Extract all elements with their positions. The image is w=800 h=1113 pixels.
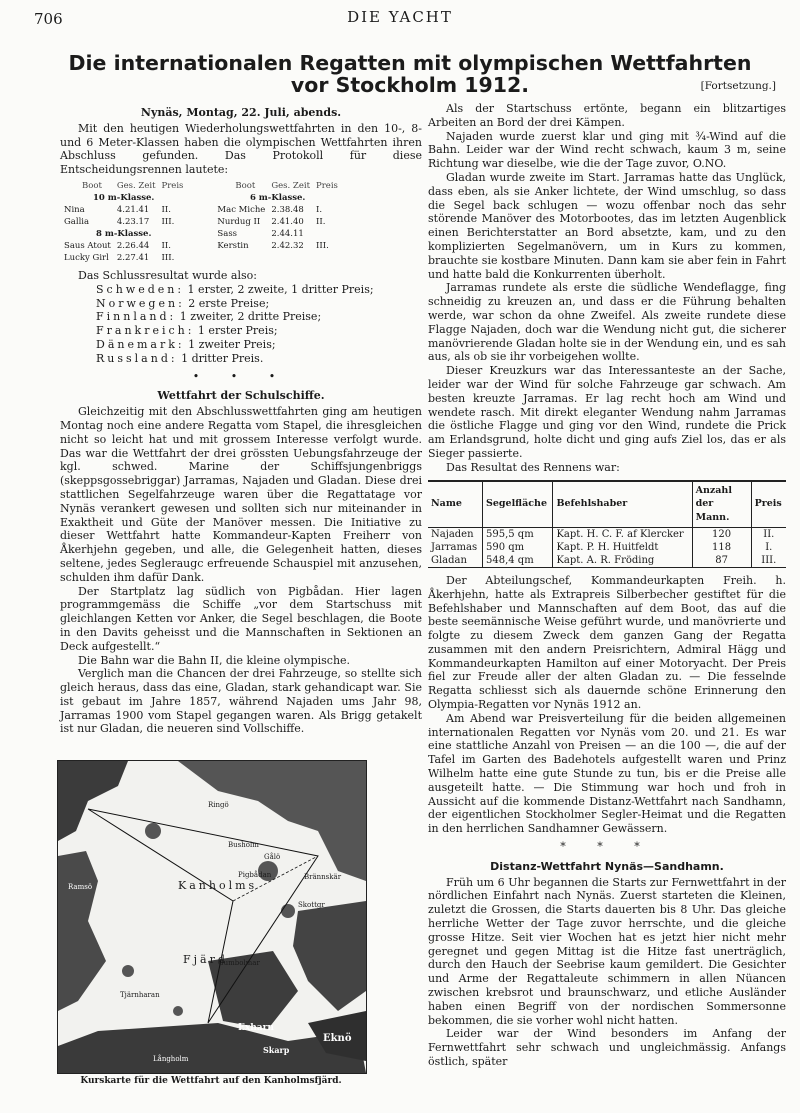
right-paragraph-9: Früh um 6 Uhr begannen die Starts zur Fernwettfahrt in der nördlichen Einfahrt nach Nynäs. Zuerst starteten die Kleinen, zuletzt die Grossen, die Starts dauerten bis 8 Uhr. Das gleiche herrliche Wetter der Tage zuvor herrschte, und die gleiche grosse Hitze. Seit vier Wochen hat es jetzt hier nicht mehr geregnet und gegen Mittag ist die Hitze fast unerträglich, durch den Hauch der Seebrise kaum gemildert. Die Gesichter und Arme der Regattaleute schimmern in allen Nüancen zwischen krebsrot und braunschwarz, und etliche Ausländer haben einen Begriff von der nordischen Sommersonne bekommen, die sie vorher wohl nicht hatten. bbox=[428, 875, 786, 1027]
country-line: Finnland: 1 zweiter, 2 dritte Preise; bbox=[96, 310, 322, 324]
map-label: Fjärd bbox=[183, 953, 228, 966]
map-label: Tjärnharan bbox=[120, 991, 160, 999]
class-6m: 6 m-Klasse. bbox=[249, 192, 306, 203]
map-label: Skarp bbox=[263, 1045, 290, 1055]
map-label: Gålö bbox=[264, 853, 281, 861]
col-header-prize: Preis bbox=[751, 481, 786, 528]
right-paragraph-6: Das Resultat des Rennens war: bbox=[446, 460, 620, 474]
section-heading: Distanz-Wettfahrt Nynäs—Sandhamn. bbox=[490, 859, 724, 873]
country-line: Schweden: 1 erster, 2 zweite, 1 dritter Preis; bbox=[96, 282, 374, 296]
map-label: Ramsö bbox=[68, 883, 93, 891]
map-label: Långholm bbox=[153, 1055, 189, 1063]
table-row: Nina 4.21.41 II. Mac Miche 2.38.48 I. bbox=[64, 204, 323, 215]
map-caption: Kurskarte für die Wettfahrt auf den Kanholmsfjärd. bbox=[80, 1076, 342, 1086]
left-paragraph-4: Der Startplatz lag südlich von Pigbådan. Hier lagen programmgemäss die Schiffe „vor dem Startschuss mit gleichlangen Ketten vor Anker, die Segel beschlagen, die Boote in den Davits geheisst und die Mannschaften in Sektionen an Deck aufgestellt.“ bbox=[60, 584, 422, 653]
country-line: Russland: 1 dritter Preis. bbox=[96, 351, 264, 365]
continued-note: [Fortsetzung.] bbox=[700, 80, 776, 92]
section-heading: Wettfahrt der Schulschiffe. bbox=[157, 389, 325, 403]
res-header-boot: Boot bbox=[82, 180, 102, 191]
country-line: Frankreich: 1 erster Preis; bbox=[96, 324, 278, 338]
left-paragraph-5: Die Bahn war die Bahn II, die kleine olympische. bbox=[78, 653, 351, 667]
res-header-time-2: Ges. Zeit bbox=[271, 180, 311, 191]
map-label: Gumbolmar bbox=[218, 959, 260, 967]
right-paragraph-1: Als der Startschuss ertönte, begann ein blitzartiges Arbeiten an Bord der drei Kämpen. bbox=[428, 102, 786, 129]
table-row: Najaden 595,5 qm Kapt. H. C. F. af Klercker 120 II. bbox=[428, 527, 786, 541]
left-paragraph-1: Mit den heutigen Wiederholungswettfahrten in den 10-, 8- und 6 Meter-Klassen haben die olympischen Wettfahrten ihren Abschluss gefunden. Das Protokoll für diese Entscheidungsrennen lautete: bbox=[60, 121, 422, 177]
table-row: Lucky Girl 2.27.41 III. bbox=[64, 252, 175, 263]
map-label: Kanholms bbox=[178, 879, 258, 892]
res-header-boot-2: Boot bbox=[235, 180, 256, 191]
class-8m: 8 m-Klasse. bbox=[95, 228, 152, 239]
dateline: Nynäs, Montag, 22. Juli, abends. bbox=[140, 106, 342, 119]
map-label: Pigbådan bbox=[238, 871, 272, 879]
map-label: Eknö bbox=[323, 1033, 352, 1044]
map-label: Skottgr bbox=[298, 901, 325, 909]
race-result-table bbox=[428, 480, 786, 568]
right-column bbox=[428, 102, 786, 1069]
left-paragraph-6: Verglich man die Chancen der drei Fahrzeuge, so stellte sich gleich heraus, dass das eine, Gladan, stark gehandicapt war. Sie ist gebaut im Jahre 1857, während Najaden ums Jahr 98, Jarramas 1900 vom Stapel gegangen waren. Als Brigg getakelt ist nur Gladan, die neueren sind Vollschiffe. bbox=[60, 667, 422, 736]
left-column bbox=[60, 104, 422, 736]
table-row: 8 m-Klasse. Sass 2.44.11 bbox=[62, 229, 340, 239]
map-label: Brännskär bbox=[304, 873, 342, 881]
left-paragraph-2: Das Schlussresultat wurde also: bbox=[78, 268, 257, 282]
country-line: Dänemark: 1 zweiter Preis; bbox=[96, 337, 276, 351]
map-label: Ringö bbox=[208, 801, 229, 809]
col-header-sail-area: Segelfläche bbox=[482, 481, 552, 528]
section-divider: • • • bbox=[192, 369, 290, 383]
col-header-name: Name bbox=[428, 481, 482, 528]
article-title bbox=[40, 52, 780, 96]
map-label: Exharn bbox=[238, 1023, 274, 1033]
title-line-1: Die internationalen Regatten mit olympischen Wettfahrten bbox=[68, 51, 752, 75]
country-line: Norwegen: 2 erste Preise; bbox=[96, 296, 270, 310]
table-row: Saus Atout 2.26.44 II. Kerstin 2.42.32 III. bbox=[64, 240, 329, 251]
res-header-prize-2: Preis bbox=[316, 180, 338, 191]
title-line-2: vor Stockholm 1912. bbox=[290, 73, 530, 97]
col-header-commander: Befehlshaber bbox=[553, 481, 692, 528]
right-paragraph-4: Jarramas rundete als erste die südliche Wendeflagge, fing schneidig zu kreuzen an, und dass er die Führung behalten werde, war schon da ohne Zweifel. Als zweite rundete diese Flagge Najaden, doch war die Wendung nicht gut, die sicherer manövrierende Gladan holte sie in der Wendung ein, und es sah aus, als ob sie ihr vorbeigehen wollte. bbox=[428, 281, 786, 364]
right-paragraph-8: Am Abend war Preisverteilung für die beiden allgemeinen internationalen Regatten vor Nynäs vom 20. und 21. Es war eine stattliche Anzahl von Preisen — an die 100 —, die auf der Tafel im Garten des Badehotels aufgestellt waren und Prinz Wilhelm hatte eine gute Stunde zu tun, bis er die Preise alle ausgeteilt hatte. — Die Stimmung war hoch und froh in Aussicht auf die kommende Distanz-Wettfahrt nach Sandhamn, der eigentlichen Stockholmer Segler-Heimat und die Regatten in den herrlichen Sandhamner Gewässern. bbox=[428, 711, 786, 836]
class-10m: 10 m-Klasse. bbox=[93, 192, 155, 203]
results-table bbox=[60, 179, 342, 265]
right-paragraph-3: Gladan wurde zweite im Start. Jarramas hatte das Unglück, dass eben, als sie Anker lichtete, der Wind umschlug, so dass die Segel back schlugen — wozu offenbar noch das sehr störende Manöver des Motorbootes, das im letzten Augenblick einen Berichterstatter an Bord absetzte, kam, und zu den komplizierten Segelmanövern, um in Kurs zu kommen, brauchte sie kostbare Minuten. Dann kam sie aber fein in Fahrt und hatte bald die Konkurrenten überholt. bbox=[428, 170, 786, 281]
left-paragraph-3: Gleichzeitig mit den Abschlusswettfahrten ging am heutigen Montag noch eine andere Regatta vom Stapel, die ihresgleichen nicht so leicht hat und mit grossem Interesse verfolgt wurde. Das war die Wettfahrt der drei grössten Uebungsfahrzeuge der kgl. schwed. Marine der Schiffsjungenbriggs (skeppsgossebriggar) Jarramas, Najaden und Gladan. Diese drei stattlichen Segelfahrzeuge waren über die Regattatage vor Nynäs verankert gewesen und sollten sich nur miteinander in Exaktheit und Güte der Manöver messen. Die Initiative zu dieser Wettfahrt hatte Kommandeur-Kapten Freiherr von Åkerhjehn gegeben, und alle, die Gelegenheit hatten, dieses seltene, jedes Segleraugc erfreuende Schauspiel mit anzusehen, schulden ihm dafür Dank. bbox=[60, 405, 422, 584]
table-row: Gladan 548,4 qm Kapt. A. R. Fröding 87 III. bbox=[428, 554, 786, 568]
page-header bbox=[0, 8, 800, 28]
course-map bbox=[57, 760, 367, 1074]
right-paragraph-10: Leider war der Wind besonders im Anfang der Fernwettfahrt sehr schwach und ungleichmässig. Anfangs östlich, später bbox=[428, 1027, 786, 1068]
running-title: DIE YACHT bbox=[347, 8, 453, 26]
map-label: Busholm bbox=[228, 841, 259, 849]
right-paragraph-2: Najaden wurde zuerst klar und ging mit ¾-Wind auf die Bahn. Leider war der Wind recht schwach, kaum 3 m, seine Richtung war dieselbe, wie die der Tage zuvor, O.NO. bbox=[428, 129, 786, 171]
table-row: Gallia 4.23.17 III. Nurdug II 2.41.40 II. bbox=[64, 216, 326, 227]
res-header-time: Ges. Zeit bbox=[116, 180, 156, 191]
right-paragraph-5: Dieser Kreuzkurs war das Interessanteste an der Sache, leider war der Wind für solche Fahrzeuge gar schwach. Am besten kreuzte Jarramas. Er lag recht hoch am Wind und wendete rasch. Mit direkt eleganter Wendung nahm Jarramas die östliche Flagge und ging vor den Wind, rundete die Prick am Erlandsgrund, holte dicht und ging aufs Ziel los, das er als Sieger passierte. bbox=[428, 364, 786, 460]
right-paragraph-7: Der Abteilungschef, Kommandeurkapten Freih. h. Åkerhjehn, hatte als Extrapreis Silberbecher gestiftet für die Befehlshaber und Mannschaften auf dem Boot, das auf die beste seemännische Weise geführt wurde, und manövrierte und folgte zu diesem Zweck dem ganzen Gang der Regatta zusammen mit den andern Preisrichtern, Admiral Hägg und Kommandeurkapten Hamilton auf einer Motoryacht. Der Preis fiel zur Freude aller der alten Gladan zu. — Die fesselnde Regatta schliesst sich als dauernde schöne Erinnerung den Olympia-Regatten vor Nynäs 1912 an. bbox=[428, 573, 786, 712]
col-header-crew: Anzahl der Mann. bbox=[692, 481, 751, 528]
section-divider: * * * bbox=[560, 840, 654, 854]
table-row: Jarramas 590 qm Kapt. P. H. Huitfeldt 118 I. bbox=[428, 541, 786, 554]
res-header-prize: Preis bbox=[161, 180, 184, 191]
page-number: 706 bbox=[34, 10, 63, 28]
